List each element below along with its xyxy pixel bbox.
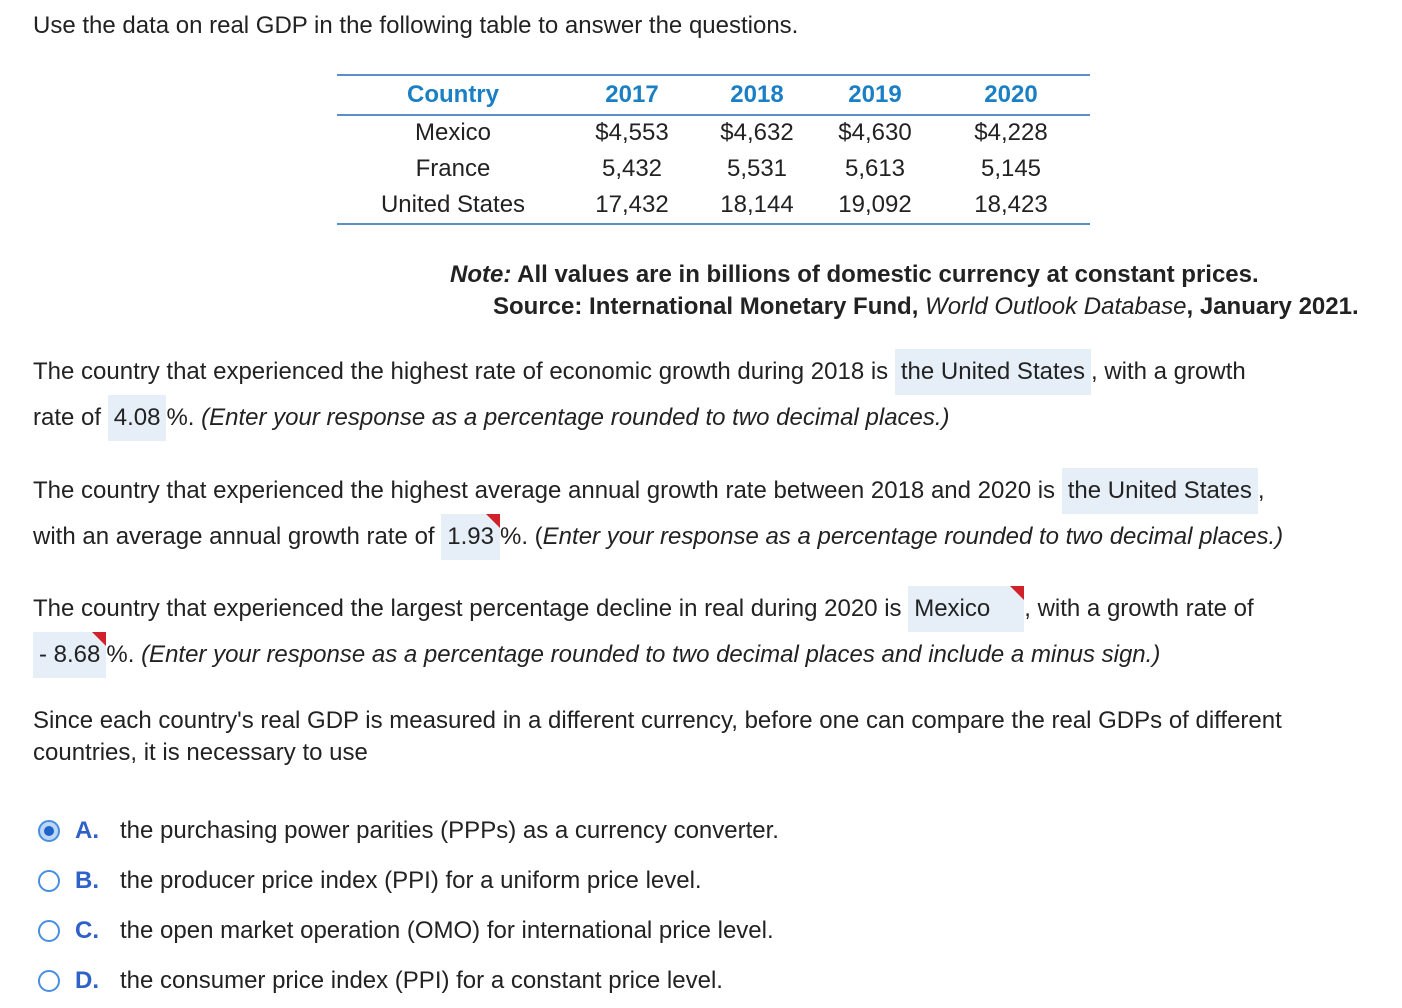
q2-country-answer[interactable]: the United States [1062, 468, 1258, 514]
option-letter: A. [75, 817, 99, 844]
q1-line-2 [33, 395, 950, 441]
option-text: the producer price index (PPI) for a uniform price level. [120, 867, 702, 894]
incorrect-flag-icon [1010, 586, 1024, 600]
q1-text: The country that experienced the highest rate of economic growth during 2018 is [33, 358, 889, 385]
q1-text-rate: rate of [33, 404, 102, 431]
q1-hint: (Enter your response as a percentage rounded to two decimal places.) [201, 404, 950, 431]
q3-rate-answer[interactable] [33, 632, 106, 678]
note-text: All values are in billions of domestic currency at constant prices. [517, 261, 1259, 288]
table-cell: $4,630 [838, 119, 912, 146]
table-bottom-rule [337, 223, 1090, 225]
option-letter: D. [75, 967, 99, 994]
table-cell: 17,432 [595, 191, 669, 218]
q2-hint: Enter your response as a percentage rounded to two decimal places.) [542, 523, 1284, 550]
table-cell: United States [380, 191, 526, 218]
q3-rate-value: - 8.68 [39, 641, 101, 668]
q1-percent: %. [166, 404, 195, 431]
q2-rate-value: 1.93 [447, 523, 494, 550]
table-header-rule [337, 114, 1090, 116]
q1-country-answer[interactable]: the United States [895, 349, 1091, 395]
q3-text-after: , with a growth rate of [1024, 595, 1254, 622]
q2-line-1 [33, 468, 1265, 514]
note-label: Note: [450, 261, 512, 288]
table-header-2020: 2020 [984, 81, 1038, 108]
table-cell: 5,613 [844, 155, 906, 182]
option-letter: C. [75, 917, 99, 944]
table-cell: 5,145 [980, 155, 1042, 182]
table-cell: France [415, 155, 491, 182]
q2-hint-open: ( [534, 523, 543, 550]
q3-text: The country that experienced the largest percentage decline in real during 2020 is [33, 595, 902, 622]
table-cell: $4,228 [974, 119, 1048, 146]
table-header-2017: 2017 [605, 81, 659, 108]
table-note [450, 261, 1259, 289]
incorrect-flag-icon [92, 632, 106, 646]
table-top-rule [337, 74, 1090, 76]
q4-line-2: countries, it is necessary to use [33, 739, 368, 766]
q1-line-1 [33, 349, 1246, 395]
q2-text-after: , [1257, 477, 1265, 504]
radio-icon[interactable] [38, 970, 60, 992]
source-prefix: Source: International Monetary Fund, [493, 293, 926, 320]
q3-line-1 [33, 586, 1254, 632]
q2-text-rate: with an average annual growth rate of [33, 523, 435, 550]
option-letter: B. [75, 867, 99, 894]
option-text: the purchasing power parities (PPPs) as a currency converter. [120, 817, 779, 844]
q3-country-value: Mexico [914, 595, 991, 622]
radio-icon[interactable] [38, 920, 60, 942]
option-text: the open market operation (OMO) for international price level. [120, 917, 774, 944]
q3-line-2 [33, 632, 1160, 678]
table-header-2018: 2018 [730, 81, 784, 108]
table-header-2019: 2019 [848, 81, 902, 108]
radio-icon[interactable] [38, 870, 60, 892]
option-text: the consumer price index (PPI) for a constant price level. [120, 967, 723, 994]
table-source [493, 293, 1359, 321]
table-cell: 5,531 [726, 155, 788, 182]
q4-line-1: Since each country's real GDP is measured in a different currency, before one can compare the real GDPs of different [33, 707, 1282, 734]
table-header-country: Country [407, 81, 499, 108]
radio-selected-icon[interactable] [38, 820, 60, 842]
table-cell: 19,092 [838, 191, 912, 218]
q3-percent: %. [106, 641, 135, 668]
q2-rate-answer[interactable] [441, 514, 500, 560]
q2-text: The country that experienced the highest average annual growth rate between 2018 and 2020 is [33, 477, 1056, 504]
table-cell: $4,632 [720, 119, 794, 146]
q3-country-answer[interactable] [908, 586, 1024, 632]
q1-text-after: , with a growth [1090, 358, 1246, 385]
incorrect-flag-icon [486, 514, 500, 528]
table-cell: $4,553 [595, 119, 669, 146]
q2-line-2 [33, 514, 1283, 560]
source-title: World Outlook Database [925, 293, 1187, 320]
q1-rate-answer[interactable]: 4.08 [108, 395, 167, 441]
q3-hint: (Enter your response as a percentage rounded to two decimal places and include a minus sign.) [141, 641, 1161, 668]
table-cell: 18,144 [720, 191, 794, 218]
table-cell: 18,423 [974, 191, 1048, 218]
intro-text: Use the data on real GDP in the following table to answer the questions. [33, 12, 799, 39]
table-cell: Mexico [414, 119, 492, 146]
source-suffix: , January 2021. [1186, 293, 1359, 320]
table-cell: 5,432 [601, 155, 663, 182]
q2-percent: %. [499, 523, 528, 550]
